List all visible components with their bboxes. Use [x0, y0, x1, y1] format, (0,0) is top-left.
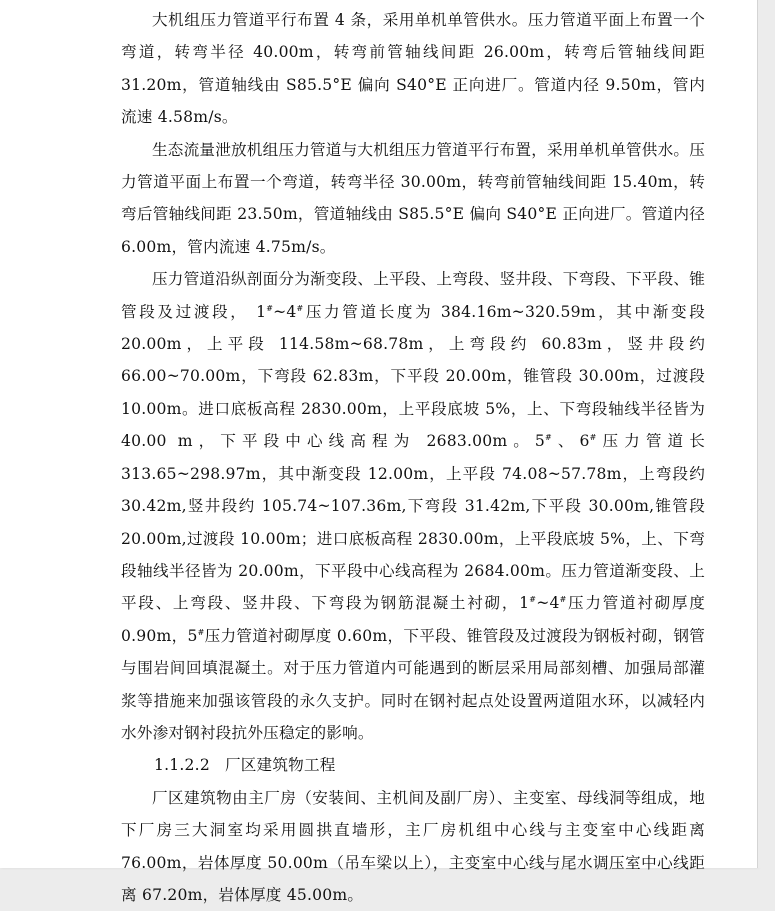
vertical-scrollbar[interactable]	[758, 0, 775, 868]
text-segment: 、6	[551, 432, 590, 451]
superscript: #	[589, 433, 597, 443]
paragraph-large-unit-penstock: 大机组压力管道平行布置 4 条，采用单机单管供水。压力管道平面上布置一个弯道，转弯半径 40.00m，转弯前管轴线间距 26.00m，转弯后管轴线间距 31.20m，管道轴线由 S85.5°E 偏向 S40°E 正向进厂。管道内径 9.50m，管内流速 4.58m/s。	[121, 11, 705, 127]
text-segment: 压力管道长 313.65~298.97m，其中渐变段 12.00m，上平段 74.08~57.78m，上弯段约 30.42m,竖井段约 105.74~107.36m,下弯段 31.42m,下平段 30.00m,锥管段 20.00m,过渡段 10.00m；进口底板高程 2830.00m，上平段底坡 5%，上、下弯段轴线半径皆为 20.00m，下平段中心线高程为 2684.00m。压力管道渐变段、上平段、上弯段、竖井段、下弯段为钢筋混凝土衬砌，1	[121, 432, 705, 613]
superscript: #	[266, 303, 274, 313]
superscript: #	[296, 303, 304, 313]
paragraph-eco-flow-penstock: 生态流量泄放机组压力管道与大机组压力管道平行布置，采用单机单管供水。压力管道平面上布置一个弯道，转弯半径 30.00m，转弯前管轴线间距 15.40m，转弯后管轴线间距 23.50m，管道轴线由 S85.5°E 偏向 S40°E 正向进厂。管道内径 6.00m，管内流速 4.75m/s。	[121, 140, 705, 256]
paragraph-penstock-profile	[121, 263, 705, 749]
document-body	[121, 4, 705, 911]
text-segment: 压力管道衬砌厚度 0.60m，下平段、锥管段及过渡段为钢板衬砌，钢管与围岩间回填混凝土。对于压力管道内可能遇到的断层采用局部刻槽、加强局部灌浆等措施来加强该管段的永久支护。同时在钢衬起点处设置两道阻水环，以减轻内水外渗对钢衬段抗外压稳定的影响。	[121, 626, 705, 742]
text-segment: ~4	[273, 302, 297, 321]
text-segment: 压力管道衬砌厚度 0.90m，5	[121, 594, 705, 645]
superscript: #	[559, 595, 567, 605]
text-segment: ~4	[536, 594, 560, 613]
superscript: #	[529, 595, 537, 605]
paragraph-plant-buildings: 厂区建筑物由主厂房（安装间、主机间及副厂房）、主变室、母线洞等组成，地下厂房三大洞室均采用圆拱直墙形，主厂房机组中心线与主变室中心线距离 76.00m，岩体厚度 50.00m（吊车梁以上），主变室中心线与尾水调压室中心线距离 67.20m，岩体厚度 45.00m。	[121, 788, 705, 904]
superscript: #	[545, 433, 552, 443]
section-title: 厂区建筑物工程	[224, 756, 336, 775]
text-segment: 压力管道长度为 384.16m~320.59m，其中渐变段 20.00m，上平段 114.58m~68.78m，上弯段约 60.83m，竖井段约 66.00~70.00m，下弯段 62.83m，下平段 20.00m，锥管段 30.00m，过渡段 10.00m。进口底板高程 2830.00m，上平段底坡 5%，上、下弯段轴线半径皆为 40.00 m，下平段中心线高程为 2683.00m。5	[121, 302, 705, 451]
text-segment: 压力管道沿纵剖面分为渐变段、上平段、上弯段、竖井段、下弯段、下平段、锥管段及过渡段， 1	[121, 270, 705, 321]
superscript: #	[197, 627, 205, 637]
section-heading	[121, 749, 705, 781]
section-number: 1.1.2.2	[154, 756, 210, 775]
